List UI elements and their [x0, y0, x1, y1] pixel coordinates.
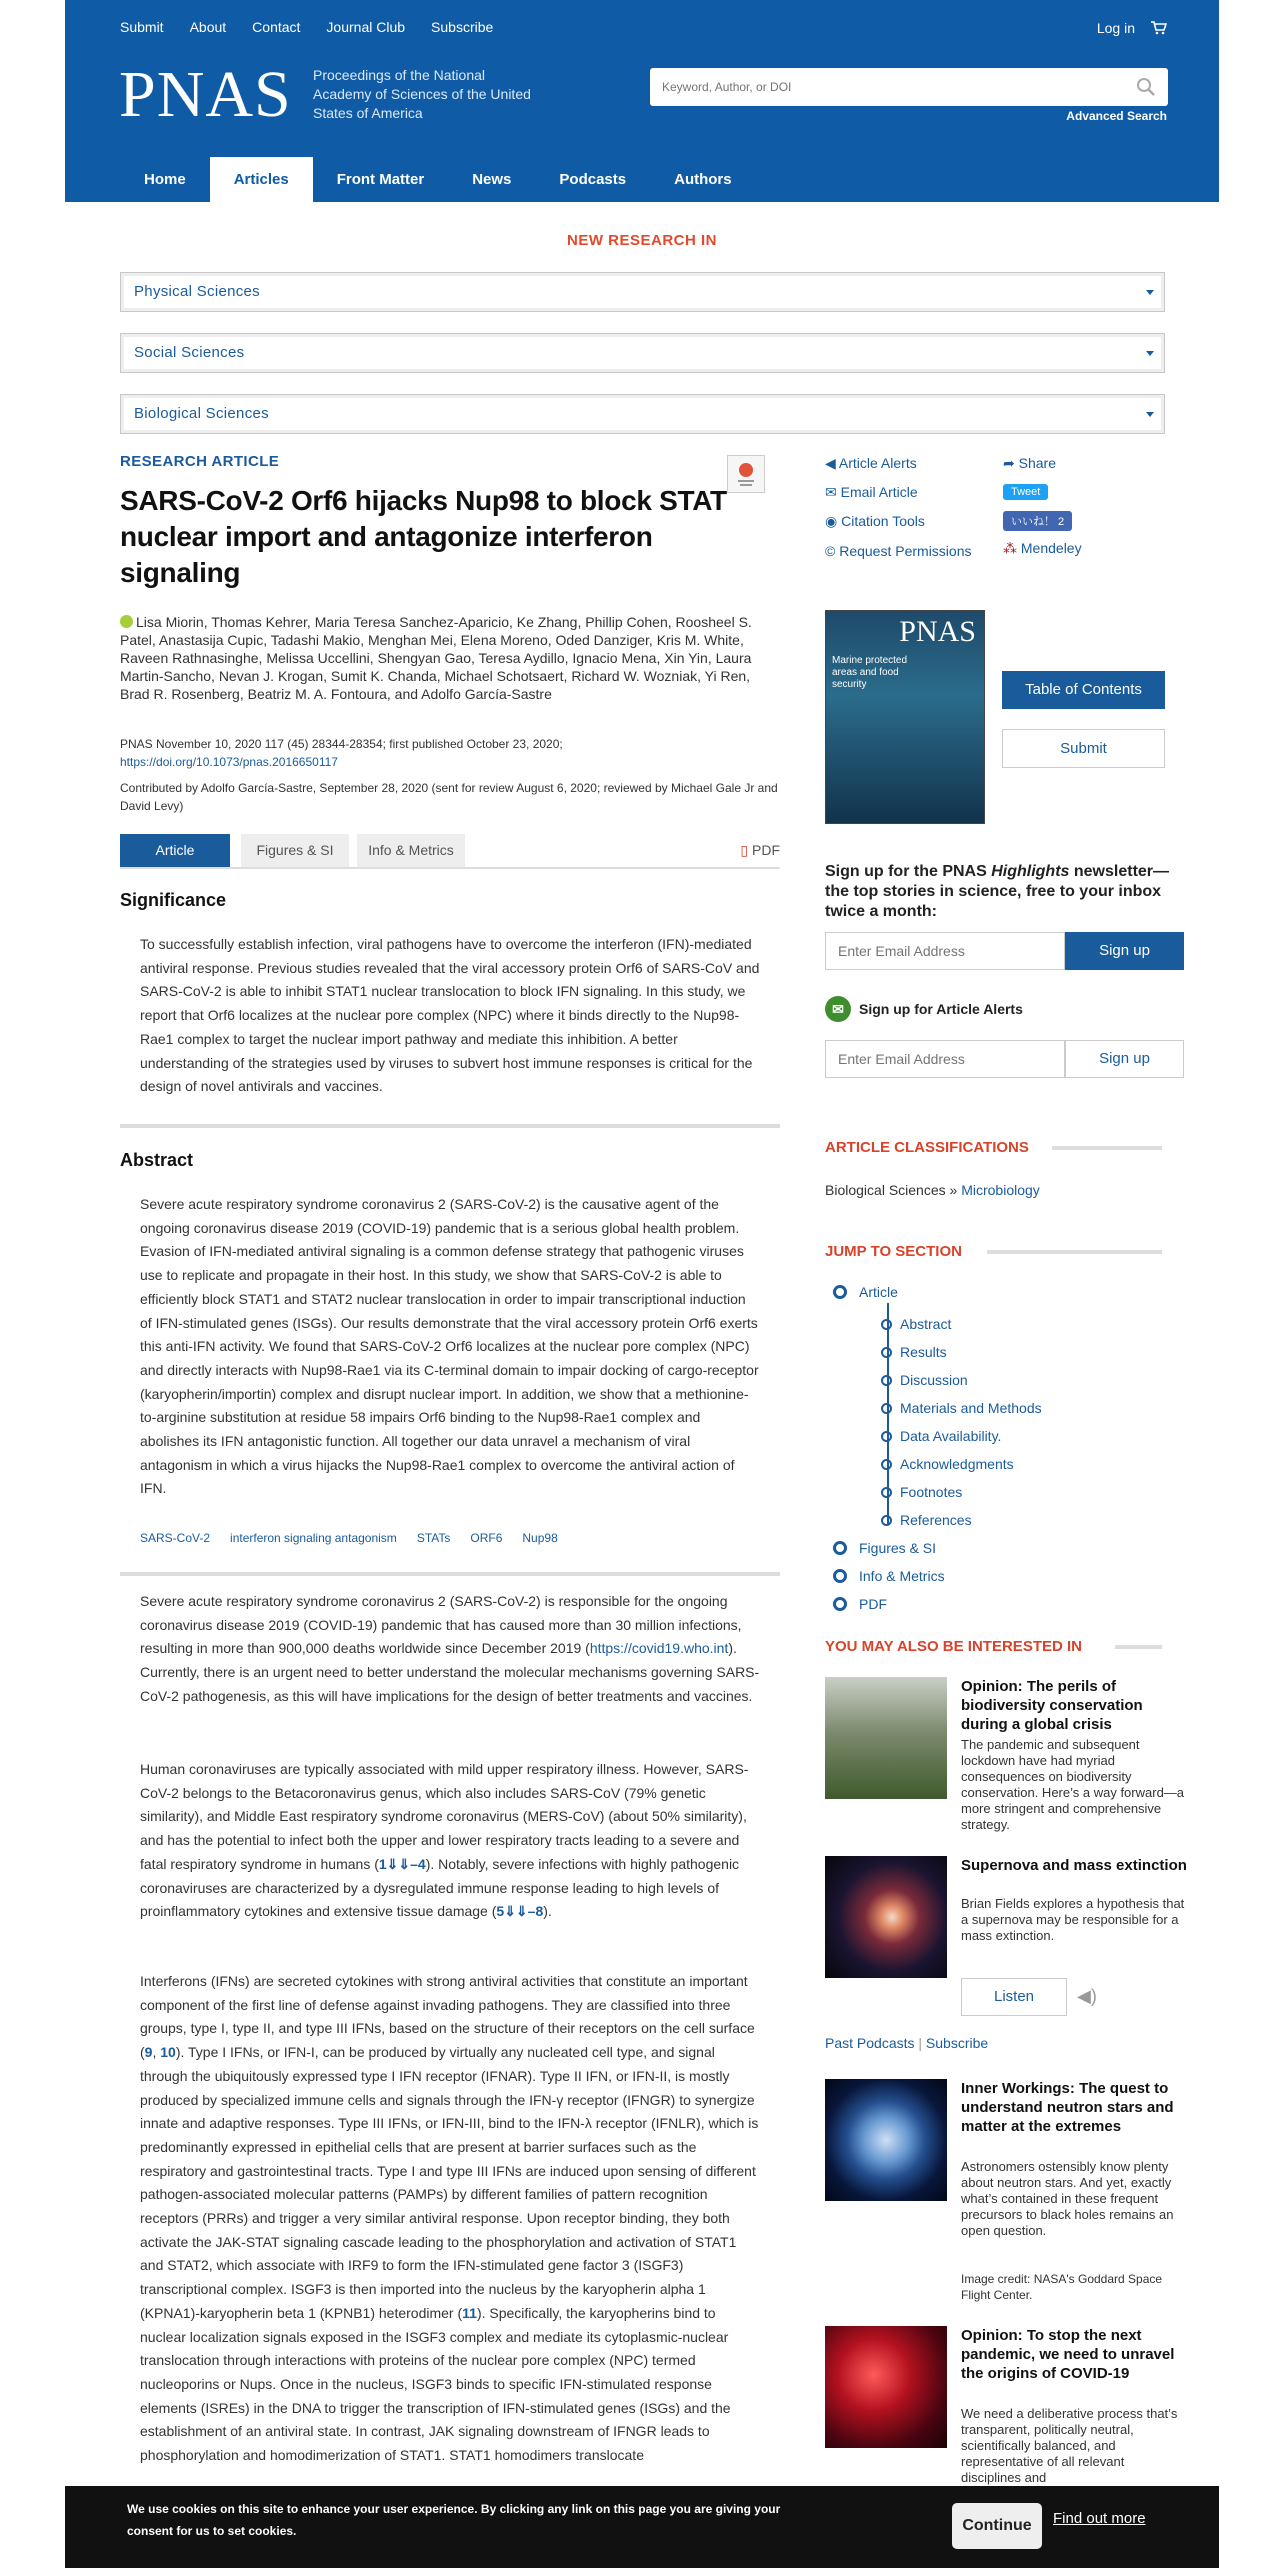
contributed-by: Contributed by Adolfo García-Sastre, September 28, 2020 (sent for review August 6, 2020; reviewed by Michael Gale Jr and David Levy)	[120, 781, 778, 813]
cookie-text: We use cookies on this site to enhance your user experience. By clicking any link on this page you are giving your consent for us to set cookies.	[127, 2502, 781, 2538]
jump-materials-methods[interactable]	[881, 1400, 1042, 1416]
newsletter-text: newsletter—the top stories in science, free to your inbox twice a month:	[825, 863, 1170, 920]
new-research-heading: NEW RESEARCH IN	[566, 232, 717, 249]
related-title[interactable]: Supernova and mass extinction	[961, 1857, 1187, 1874]
tool-label: Email Article	[840, 484, 918, 500]
mendeley-icon: ⁂	[1003, 540, 1017, 556]
article-alerts-signup	[825, 996, 1023, 1022]
jump-label: Article	[859, 1284, 898, 1300]
bullet-icon	[833, 1597, 847, 1611]
bullet-icon	[881, 1487, 892, 1498]
citation-line: PNAS November 10, 2020 117 (45) 28344-28354; first published October 23, 2020;	[120, 737, 563, 751]
related-item[interactable]	[825, 1856, 1187, 2036]
jump-label: Data Availability.	[900, 1428, 1002, 1444]
pdf-label: PDF	[752, 842, 780, 858]
tool-label: Share	[1018, 455, 1056, 471]
authors-text[interactable]: Lisa Miorin, Thomas Kehrer, Maria Teresa Sanchez-Aparicio, Ke Zhang, Phillip Cohen, Roosheel S. Patel, Anastasija Cupic, Tadashi Makio, Menghan Mei, Elena Moreno, Oded Danziger, Kris M. White, Raveen Rathnasinghe, Melissa Uccellini, Shengyan Gao, Teresa Aydillo, Ignacio Mena, Xin Yin, Laura Martin-Sancho, Nevan J. Krogan, Sumit K. Chanda, Michael Schotsaert, Richard W. Wozniak, Yi Ren, Brad R. Rosenberg, Beatriz M. A. Fontoura, and Adolfo García-Sastre	[120, 614, 752, 702]
search-icon[interactable]	[1136, 77, 1156, 97]
newsletter-heading	[825, 862, 1185, 922]
bullet-icon	[833, 1541, 847, 1555]
article-title: SARS-CoV-2 Orf6 hijacks Nup98 to block STAT nuclear import and antagonize interferon signaling	[120, 485, 727, 588]
site-header	[65, 0, 1219, 202]
top-link-submit[interactable]: Submit	[120, 19, 164, 35]
alerts-signup-button[interactable]: Sign up	[1065, 1040, 1184, 1078]
related-title[interactable]: Opinion: To stop the next pandemic, we need to unravel the origins of COVID-19	[961, 2327, 1175, 2382]
related-desc: We need a deliberative process that’s transparent, politically neutral, scientifically balanced, and representative of all relevant disciplines and	[961, 2406, 1178, 2485]
submit-button[interactable]: Submit	[1002, 729, 1165, 768]
table-of-contents-button[interactable]: Table of Contents	[1002, 671, 1165, 709]
newsletter-highlights: Highlights	[991, 863, 1070, 880]
body-text: ).	[543, 1903, 552, 1920]
jump-label: References	[900, 1512, 972, 1528]
who-link[interactable]: https://covid19.who.int	[589, 1640, 729, 1657]
main-nav	[120, 157, 756, 202]
jump-acknowledgments[interactable]	[881, 1456, 1014, 1472]
bullet-icon	[881, 1515, 892, 1526]
article-type: RESEARCH ARTICLE	[120, 453, 280, 470]
chevron-down-icon	[1146, 351, 1154, 356]
nav-authors[interactable]: Authors	[674, 171, 732, 188]
top-links	[120, 19, 493, 35]
cookie-banner	[65, 2486, 1219, 2568]
cover-logo: PNAS	[899, 615, 976, 648]
reference-link[interactable]: 9	[144, 2044, 153, 2061]
select-social-sciences[interactable]	[120, 333, 1165, 373]
body-text: ). Specifically, the karyopherins bind to nuclear localization signals exposed in the ISGF3 complex and mediate its cytoplasmic-nuclear translocation through interactions with proteins of the nuclear pore complex (NPC) termed nucleoporins or Nups. Once in the nucleus, ISGF3 binds to specific IFN-stimulated response elements (ISREs) in the DNA to trigger the transcription of IFN-stimulated genes (ISGs) and the establishment of an antiviral state. In contrast, JAK signaling downstream of IFNGR leads to phosphorylation and homodimerization of STAT1. STAT1 homodimers translocate	[140, 2304, 731, 2464]
top-link-journal-club[interactable]: Journal Club	[326, 19, 406, 35]
nav-front-matter[interactable]: Front Matter	[336, 171, 425, 188]
select-biological-sciences[interactable]	[120, 394, 1165, 434]
classification-main: Biological Sciences	[825, 1182, 946, 1198]
jump-label: Info & Metrics	[859, 1568, 945, 1584]
keyword-link[interactable]: STATs	[416, 1531, 451, 1545]
related-desc: Brian Fields explores a hypothesis that a supernova may be responsible for a mass extinction.	[961, 1896, 1185, 1943]
newsletter-email-input[interactable]	[825, 932, 1065, 970]
bullet-icon	[881, 1347, 892, 1358]
jump-label: PDF	[859, 1596, 887, 1612]
abstract-text: Severe acute respiratory syndrome coronavirus 2 (SARS-CoV-2) is the causative agent of the ongoing coronavirus disease 2019 (COVID-19) pandemic that is a serious global health problem. Evasion of IFN-mediated antiviral signaling is a common defense strategy that pathogenic viruses use to replicate and propagate in their host. In this study, we show that SARS-CoV-2 is able to efficiently block STAT1 and STAT2 nuclear translocation in order to impair transcriptional induction of IFN-stimulated genes (ISGs). Our results demonstrate that the viral accessory protein Orf6 exerts this anti-IFN activity. We found that SARS-CoV-2 Orf6 localizes at the nuclear pore complex (NPC) and directly interacts with Nup98-Rae1 via its C-terminal domain to impair docking of cargo-receptor (karyopherin/importin) complex and disrupt nuclear import. In addition, we show that a methionine-to-arginine substitution at residue 58 impairs Orf6 binding to the Nup98-Rae1 complex and abolishes its IFN antagonistic function. All together our data unravel a mechanism of viral antagonism in which a virus hijacks the Nup98-Rae1 complex to overcome the antiviral action of IFN.	[140, 1196, 759, 1497]
alerts-email-input[interactable]	[825, 1040, 1065, 1078]
advanced-search-link[interactable]: Advanced Search	[1066, 109, 1167, 123]
related-item[interactable]	[825, 1677, 1187, 1832]
jump-article[interactable]	[833, 1284, 898, 1300]
reference-link[interactable]: 10	[160, 2044, 176, 2061]
nav-home[interactable]: Home	[144, 171, 186, 188]
newsletter-signup-button[interactable]: Sign up	[1065, 932, 1184, 970]
divider	[987, 1250, 1162, 1254]
share-icon: ➦	[1003, 455, 1015, 471]
bullet-icon	[833, 1569, 847, 1583]
cover-title: Marine protected areas and food security	[832, 655, 908, 690]
bullet-icon	[881, 1375, 892, 1386]
tool-label: Mendeley	[1020, 540, 1082, 556]
classification-microbiology-link[interactable]: Microbiology	[961, 1182, 1040, 1198]
tool-label: Article Alerts	[838, 455, 917, 471]
citation-tools-link[interactable]	[825, 513, 925, 530]
reference-link[interactable]: 11	[462, 2304, 477, 2321]
jump-figures-si[interactable]	[833, 1540, 936, 1556]
tab-info-metrics[interactable]: Info & Metrics	[357, 834, 465, 867]
top-link-contact[interactable]: Contact	[252, 19, 301, 35]
article-classifications-heading	[825, 1139, 1029, 1156]
article-alerts-link[interactable]	[825, 455, 917, 472]
jump-results[interactable]	[881, 1344, 947, 1360]
section-title: JUMP TO SECTION	[825, 1243, 962, 1260]
select-label: Biological Sciences	[134, 405, 269, 422]
page	[65, 0, 1219, 2568]
citation-info	[120, 735, 563, 771]
jump-label: Abstract	[900, 1316, 952, 1332]
keyword-link[interactable]: SARS-CoV-2	[140, 1531, 211, 1545]
body-text: ). Currently, there is an urgent need to better understand the molecular mechanisms governing SARS-CoV-2 pathogenesis, as this will have implications for the design of better treatments and vaccines.	[140, 1640, 760, 1704]
mendeley-link[interactable]	[1003, 540, 1082, 557]
keyword-link[interactable]: interferon signaling antagonism	[230, 1531, 397, 1545]
top-link-subscribe[interactable]: Subscribe	[431, 19, 494, 35]
request-permissions-link[interactable]: © Request Permissions	[825, 543, 972, 559]
keyword-link[interactable]: ORF6	[470, 1531, 503, 1545]
divider	[120, 1124, 780, 1128]
reference-link[interactable]: 1⇓⇓–4	[378, 1855, 426, 1872]
section-title: YOU MAY ALSO BE INTERESTED IN	[825, 1638, 1082, 1655]
body-text: ). Notably, severe infections with highly pathogenic coronaviruses are characterized by a dysregulated immune response leading to high levels of proinflammatory cytokines and extensive tissue damage (	[140, 1855, 740, 1920]
login-area	[1097, 20, 1167, 36]
jump-label: Discussion	[900, 1372, 968, 1388]
divider	[120, 1572, 780, 1576]
forest-image	[825, 1677, 947, 1799]
virus-image	[825, 2326, 947, 2448]
newsletter-text: Sign up for the PNAS	[825, 863, 992, 880]
facebook-like-button[interactable]: いいね！ 2	[1003, 511, 1072, 531]
megaphone-icon: ◀	[825, 455, 836, 471]
jump-data-availability[interactable]	[881, 1428, 1001, 1444]
jump-label: Materials and Methods	[900, 1400, 1042, 1416]
bullet-icon	[881, 1403, 892, 1414]
jump-abstract[interactable]	[881, 1316, 951, 1332]
nav-news[interactable]: News	[472, 171, 512, 188]
image-credit: Image credit: NASA's Goddard Space Flight Center.	[961, 2272, 1163, 2302]
body-paragraph-2	[140, 1758, 760, 1924]
divider	[1052, 1146, 1162, 1150]
reference-link[interactable]: 5⇓⇓–8	[496, 1903, 544, 1920]
also-interested-heading	[825, 1638, 1082, 1655]
login-link[interactable]: Log in	[1096, 20, 1135, 36]
nav-podcasts[interactable]: Podcasts	[559, 171, 627, 188]
keywords	[140, 1531, 558, 1545]
tab-article[interactable]: Article	[120, 834, 230, 867]
classification-separator: »	[945, 1182, 962, 1198]
pdf-link[interactable]	[740, 834, 780, 867]
related-title[interactable]: Opinion: The perils of biodiversity conservation during a global crisis	[961, 1678, 1143, 1733]
cookie-continue-button[interactable]: Continue	[952, 2503, 1042, 2549]
chevron-down-icon	[1146, 290, 1154, 295]
pdf-icon: ▯	[740, 842, 749, 858]
jump-footnotes[interactable]	[881, 1484, 962, 1500]
jump-pdf[interactable]	[833, 1596, 887, 1612]
envelope-icon: ✉	[825, 484, 837, 500]
jump-to-section-heading	[825, 1243, 962, 1260]
journal-cover-image[interactable]	[825, 610, 985, 824]
podcast-subscribe-link[interactable]: Subscribe	[925, 2035, 989, 2051]
classification-path	[825, 1182, 1040, 1198]
jump-discussion[interactable]	[881, 1372, 968, 1388]
past-podcasts-link[interactable]: Past Podcasts	[825, 2035, 915, 2051]
jump-label: Acknowledgments	[900, 1456, 1014, 1472]
body-text: ,	[152, 2044, 161, 2061]
orcid-icon[interactable]	[120, 615, 133, 628]
supernova-image	[825, 1856, 947, 1978]
significance-text: To successfully establish infection, viral pathogens have to overcome the interferon (IFN)-mediated antiviral response. Previous studies revealed that the viral accessory protein Orf6 of SARS-CoV and SARS-CoV-2 is able to inhibit STAT1 nuclear translocation to block IFN signaling. In this study, we report that Orf6 localizes at the nuclear pore complex (NPC) where it binds directly to the Nup98-Rae1 complex to target the nuclear import pathway and mediate this inhibition. A better understanding of the strategies used by viruses to subvert host immune responses is critical for the design of novel antivirals and vaccines.	[140, 936, 760, 1095]
section-title: ARTICLE CLASSIFICATIONS	[825, 1139, 1029, 1156]
bullet-icon	[881, 1431, 892, 1442]
globe-icon: ◉	[825, 513, 838, 529]
speaker-icon[interactable]: ◀)	[1077, 1986, 1097, 2006]
neutron-star-image	[825, 2079, 947, 2201]
body-paragraph-3	[140, 1970, 760, 2468]
bullet-icon	[881, 1319, 892, 1330]
abstract-heading: Abstract	[120, 1150, 194, 1170]
envelope-icon: ✉	[825, 996, 851, 1022]
select-label: Social Sciences	[134, 344, 245, 361]
jump-label: Results	[900, 1344, 947, 1360]
significance-heading: Significance	[120, 890, 227, 910]
search-input[interactable]	[650, 68, 1110, 106]
related-desc: Astronomers ostensibly know plenty about neutron stars. And yet, exactly what’s contained in these frequent precursors to black holes remains an open question.	[961, 2159, 1174, 2238]
author-list	[120, 613, 780, 703]
select-physical-sciences[interactable]	[120, 272, 1165, 312]
related-title[interactable]: Inner Workings: The quest to understand neutron stars and matter at the extremes	[961, 2080, 1174, 2135]
pnas-logo[interactable]: PNAS	[119, 58, 292, 131]
alerts-signup-label: Sign up for Article Alerts	[859, 1001, 1023, 1017]
search-box	[650, 68, 1168, 106]
tweet-button[interactable]: Tweet	[1003, 484, 1048, 500]
body-text: Human coronaviruses are typically associated with mild upper respiratory illness. However, SARS-CoV-2 belongs to the Betacoronavirus genus, which also includes SARS-CoV (79% genetic similarity), and Middle East respiratory syndrome coronavirus (MERS-CoV) (about 50% similarity), and has the potential to infect both the upper and lower respiratory tracts leading to a severe and fatal respiratory syndrome in humans (	[140, 1761, 749, 1872]
jump-label: Figures & SI	[859, 1540, 937, 1556]
cookie-find-out-more-link[interactable]: Find out more	[1053, 2510, 1146, 2527]
body-paragraph-1	[140, 1590, 760, 1709]
related-desc: The pandemic and subsequent lockdown have had myriad consequences on biodiversity conservation. Here’s a way forward—a more stringent and comprehensive strategy.	[961, 1737, 1185, 1832]
doi-link[interactable]: https://doi.org/10.1073/pnas.2016650117	[120, 755, 338, 769]
jump-info-metrics[interactable]	[833, 1568, 945, 1584]
listen-button[interactable]: Listen	[961, 1978, 1067, 2016]
chevron-down-icon	[1146, 412, 1154, 417]
share-link[interactable]	[1003, 455, 1056, 472]
body-text: ). Type I IFNs, or IFN-I, can be produced by virtually any nucleated cell type, and signal through the ubiquitously expressed type I IFN receptor (IFNAR). Type II IFN, or IFN-II, is mostly produced by specialized immune cells and signals through the IFN-γ receptor (IFNGR) to synergize innate and adaptive responses. Type III IFNs, or IFN-III, bind to the IFN-λ receptor (IFNLR), which is predominantly expressed in epithelial cells that are present at barrier surfaces such as the respiratory and gastrointestinal tracts. Type I and type III IFNs are induced upon sensing of different pathogen-associated molecular patterns (PAMPs) by different families of pattern recognition receptors (PRRs) and trigger a very similar antiviral response. Upon receptor binding, they both activate the JAK-STAT signaling cascade leading to the phosphorylation and activation of STAT1 and STAT2, which associate with IRF9 to form the IFN-stimulated gene factor 3 (ISGF3) transcriptional complex. ISGF3 is then imported into the nucleus by the karyopherin alpha 1 (KPNA1)-karyopherin beta 1 (KPNB1) heterodimer (	[140, 2044, 759, 2321]
email-article-link[interactable]	[825, 484, 918, 501]
keyword-link[interactable]: Nup98	[522, 1531, 558, 1545]
logo-subtitle: Proceedings of the National Academy of Sciences of the United States of America	[313, 67, 531, 121]
jump-label: Footnotes	[900, 1484, 963, 1500]
divider	[1115, 1645, 1162, 1649]
podcast-links	[825, 2035, 988, 2051]
nav-articles[interactable]: Articles	[210, 157, 313, 202]
bullet-icon	[833, 1285, 847, 1299]
top-link-about[interactable]: About	[189, 19, 227, 35]
bullet-icon	[881, 1459, 892, 1470]
related-item[interactable]	[825, 2326, 1187, 2486]
body-text: Interferons (IFNs) are secreted cytokines with strong antiviral activities that constitute an important component of the first line of defense against invading pathogens. They are classified into three groups, type I, type II, and type III IFNs, based on the structure of their receptors on the cell surface (	[140, 1973, 755, 2061]
jump-references[interactable]	[881, 1512, 972, 1528]
tool-label: Citation Tools	[841, 513, 925, 529]
article-tabs	[120, 834, 780, 869]
select-label: Physical Sciences	[134, 283, 260, 300]
tab-figures-si[interactable]: Figures & SI	[241, 834, 349, 867]
body-text: Severe acute respiratory syndrome coronavirus 2 (SARS-CoV-2) is responsible for the ongoing coronavirus disease 2019 (COVID-19) pandemic that has caused more than 30 million infections, resulting in more than 900,000 deaths worldwide since December 2019 (	[140, 1593, 742, 1657]
separator: |	[918, 2035, 923, 2051]
related-item[interactable]	[825, 2079, 1187, 2309]
cart-icon[interactable]	[1151, 21, 1167, 35]
